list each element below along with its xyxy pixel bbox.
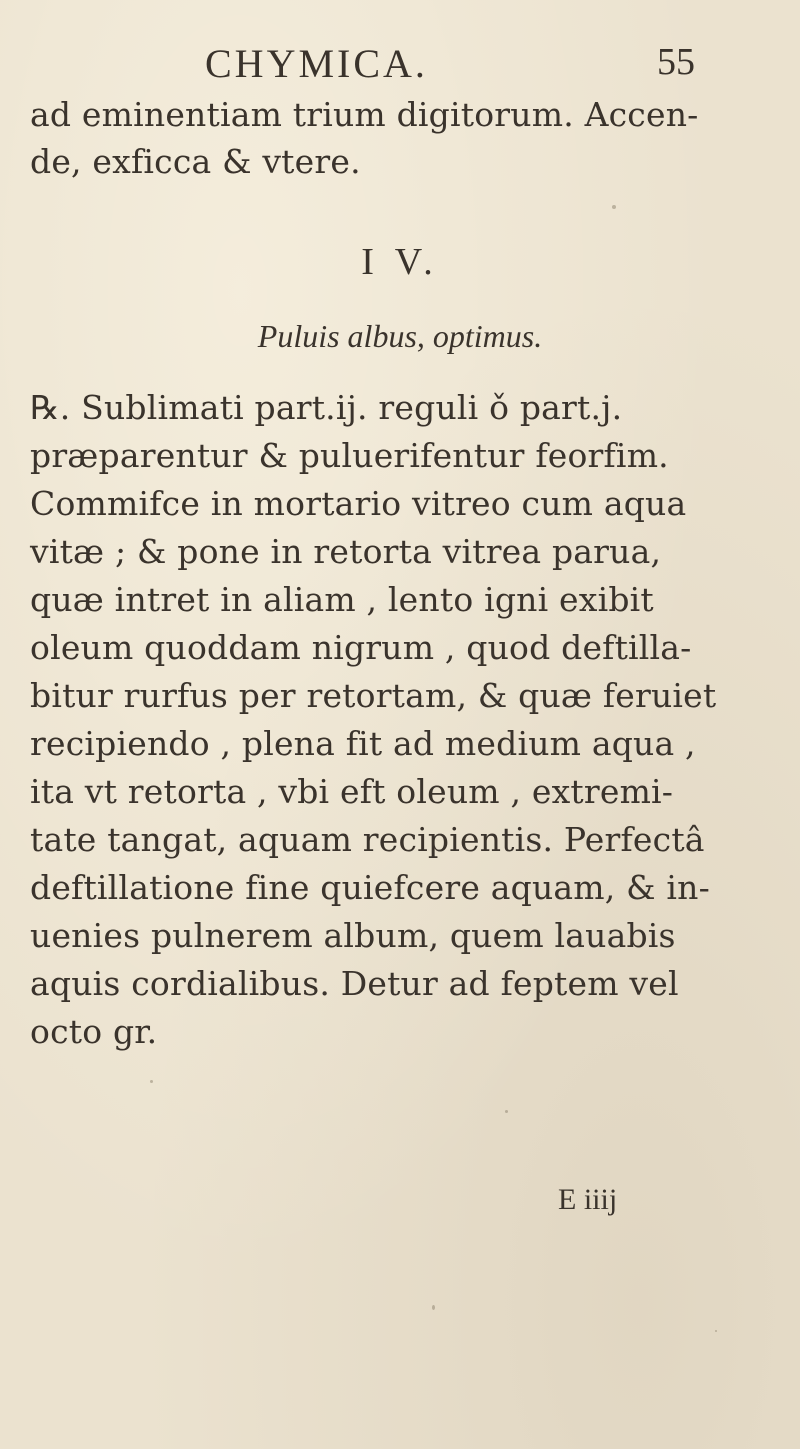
recipe-line: ℞. Sublimati part.ij. reguli ǒ part.j. <box>30 388 623 427</box>
body-line: de, exficca & vtere. <box>30 142 361 181</box>
recipe-line: Commifce in mortario vitreo cum aqua <box>30 484 687 523</box>
recipe-line: bitur rurfus per retortam, & quæ feruiet <box>30 676 717 715</box>
paper-speck <box>432 1305 435 1310</box>
recipe-line: vitæ ; & pone in retorta vitrea parua, <box>30 532 662 571</box>
signature-mark: E iiij <box>558 1183 618 1216</box>
section-number: I V. <box>361 241 439 283</box>
recipe-line: aquis cordialibus. Detur ad feptem vel <box>30 964 679 1003</box>
running-head <box>0 40 800 90</box>
paper-speck <box>150 1080 153 1083</box>
paper-speck <box>715 1330 717 1332</box>
recipe-line: præparentur & puluerifentur feorfim. <box>30 436 669 475</box>
recipe-line: tate tangat, aquam recipientis. Perfectâ <box>30 820 705 859</box>
recipe-line: deftillatione fine quiefcere aquam, & in- <box>30 868 710 907</box>
paper-speck <box>505 1110 508 1113</box>
body-line: ad eminentiam trium digitorum. Accen- <box>30 95 699 134</box>
page-number: 55 <box>657 41 695 83</box>
running-title: CHYMICA. <box>205 41 428 86</box>
recipe-line: oleum quoddam nigrum , quod deftilla- <box>30 628 692 667</box>
recipe-line: recipiendo , plena fit ad medium aqua , <box>30 724 696 763</box>
recipe-line: octo gr. <box>30 1012 158 1051</box>
recipe-line: uenies pulnerem album, quem lauabis <box>30 916 676 955</box>
paper-speck <box>612 205 616 209</box>
recipe-line: ita vt retorta , vbi eft oleum , extremi- <box>30 772 674 811</box>
recipe-line: quæ intret in aliam , lento igni exibit <box>30 580 654 619</box>
section-title: Puluis albus, optimus. <box>257 318 543 354</box>
